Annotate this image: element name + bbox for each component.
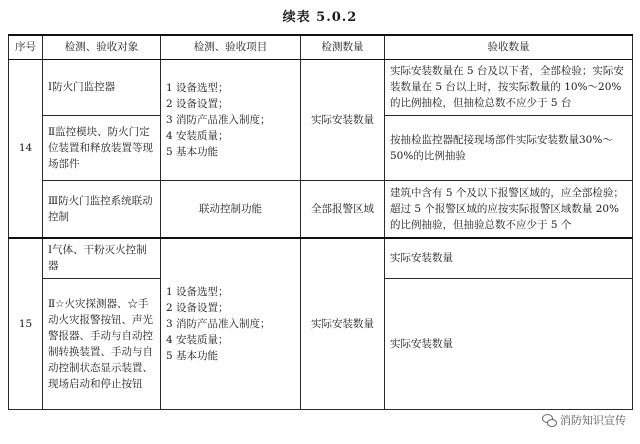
- item-line: 3 消防产品准入制度；: [166, 317, 271, 330]
- item-line: 5 基本功能: [166, 145, 219, 158]
- object-cell: Ⅱ监控模块、防火门定位装置和释放装置等现场部件: [43, 115, 161, 180]
- header-quantity: 检测数量: [301, 35, 385, 59]
- quantity-cell: 实际安装数量: [301, 59, 385, 181]
- seq-cell: 14: [9, 59, 43, 238]
- seq-cell: 15: [9, 238, 43, 410]
- item-line: 5 基本功能: [166, 349, 219, 362]
- object-cell: Ⅲ防火门监控系统联动控制: [43, 181, 161, 238]
- acceptance-cell: 实际安装数量在 5 台及以下者，全部检验；实际安装数量在 5 台以上时，按实际数量的 10%～20%的比例抽检，但抽检总数不应少于 5 台: [385, 59, 633, 115]
- watermark-text: 消防知识宣传: [560, 414, 626, 427]
- item-line: 4 安装质量；: [166, 129, 229, 142]
- item-line: 2 设备设置；: [166, 301, 229, 314]
- items-cell: 联动控制功能: [161, 181, 301, 238]
- acceptance-cell: 建筑中含有 5 个及以下报警区域的，应全部检验；超过 5 个报警区域的应按实际报警区域数量 20%的比例抽验，但抽验总数不应少于 5 个: [385, 181, 633, 238]
- item-line: 2 设备设置；: [166, 97, 229, 110]
- quantity-cell: 全部报警区域: [301, 181, 385, 238]
- acceptance-cell: 按抽检监控器配接现场部件实际安装数量30%～50%的比例抽验: [385, 115, 633, 180]
- table-row: [9, 238, 633, 279]
- items-cell: [161, 59, 301, 181]
- header-seq: 序号: [9, 35, 43, 59]
- items-cell: [161, 238, 301, 410]
- table-row: [9, 59, 633, 115]
- table-title: 续表 5.0.2: [282, 10, 358, 25]
- object-cell: Ⅱ☆火灾探测器、☆手动火灾报警按钮、声光警报器、手动与自动控制转换装置、手动与自动控制状态显示装置、现场启动和停止按钮: [43, 279, 161, 410]
- table-row: [9, 181, 633, 238]
- acceptance-cell: 实际安装数量: [385, 279, 633, 410]
- object-cell: Ⅰ防火门监控器: [43, 59, 161, 115]
- header-item: 检测、验收项目: [161, 35, 301, 59]
- wechat-icon: [542, 414, 556, 426]
- object-cell: Ⅰ气体、干粉灭火控制器: [43, 238, 161, 279]
- item-line: 1 设备选型；: [166, 285, 229, 298]
- header-acceptance: 验收数量: [385, 35, 633, 59]
- watermark: [542, 412, 626, 428]
- table-header-row: [9, 35, 633, 59]
- header-object: 检测、验收对象: [43, 35, 161, 59]
- item-line: 4 安装质量；: [166, 333, 229, 346]
- item-line: 1 设备选型；: [166, 81, 229, 94]
- item-line: 3 消防产品准入制度；: [166, 113, 271, 126]
- quantity-cell: 实际安装数量: [301, 238, 385, 410]
- acceptance-cell: 实际安装数量: [385, 238, 633, 279]
- acceptance-table: [8, 34, 633, 410]
